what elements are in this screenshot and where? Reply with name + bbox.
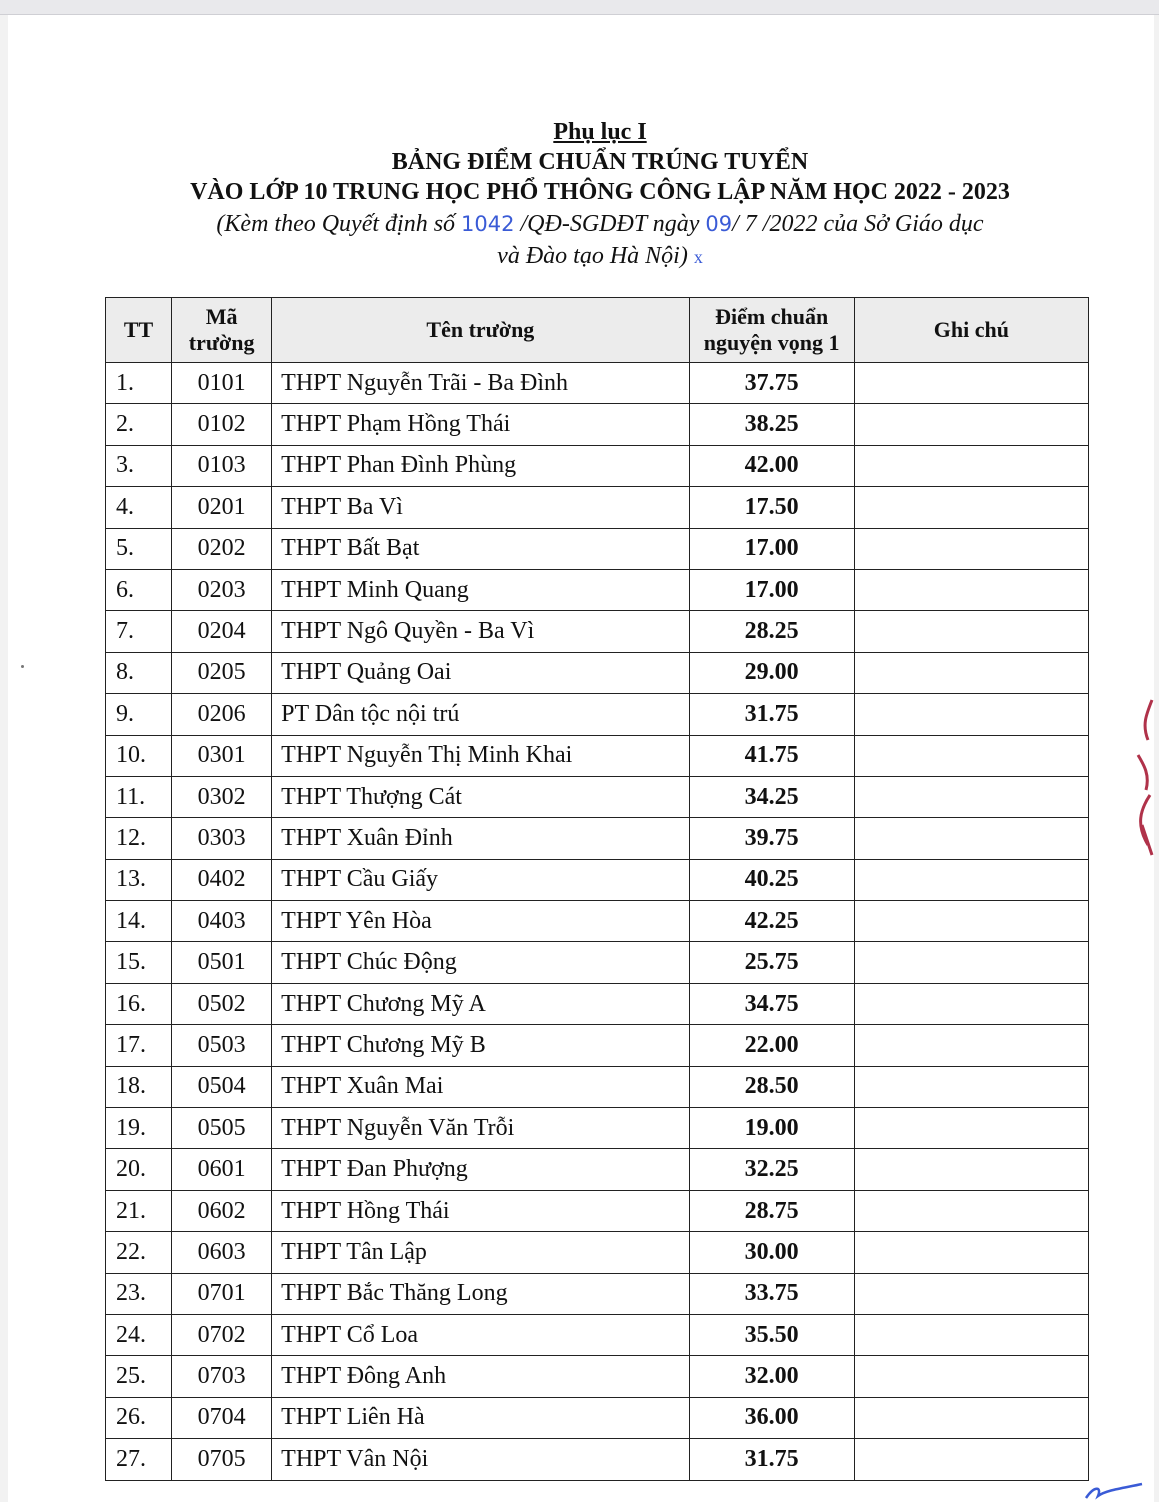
table-row [106, 611, 1089, 652]
cutoff-score: 17.50 [689, 487, 854, 528]
school-name: THPT Xuân Đỉnh [272, 818, 689, 859]
school-code: 0101 [172, 363, 272, 404]
school-name: THPT Hồng Thái [272, 1190, 689, 1231]
school-code: 0201 [172, 487, 272, 528]
school-code: 0303 [172, 818, 272, 859]
table-row [106, 1439, 1089, 1480]
notes [854, 1314, 1088, 1355]
notes [854, 859, 1088, 900]
notes [854, 1149, 1088, 1190]
school-name: THPT Bắc Thăng Long [272, 1273, 689, 1314]
school-name: THPT Xuân Mai [272, 1066, 689, 1107]
subtitle-part-2: /QĐ-SGDĐT ngày [514, 211, 706, 237]
cutoff-score: 37.75 [689, 363, 854, 404]
row-number: 1. [106, 363, 172, 404]
cutoff-score: 31.75 [689, 1439, 854, 1480]
row-number: 25. [106, 1356, 172, 1397]
school-name: THPT Minh Quang [272, 569, 689, 610]
school-name: THPT Tân Lập [272, 1232, 689, 1273]
appendix-title: Phụ lục I [553, 119, 647, 145]
row-number: 6. [106, 569, 172, 610]
table-row [106, 1149, 1089, 1190]
school-code: 0502 [172, 983, 272, 1024]
table-row [106, 1232, 1089, 1273]
table-row [106, 983, 1089, 1024]
school-code: 0703 [172, 1356, 272, 1397]
school-name: THPT Thượng Cát [272, 776, 689, 817]
cutoff-score: 28.25 [689, 611, 854, 652]
notes [854, 1232, 1088, 1273]
header-school-name: Tên trường [272, 298, 689, 363]
row-number: 7. [106, 611, 172, 652]
table-row [106, 901, 1089, 942]
notes [854, 445, 1088, 486]
viewer-top-bar [0, 0, 1159, 15]
school-name: THPT Yên Hòa [272, 901, 689, 942]
cutoff-score: 22.00 [689, 1025, 854, 1066]
school-name: THPT Chương Mỹ B [272, 1025, 689, 1066]
header-notes: Ghi chú [854, 298, 1088, 363]
table-row [106, 694, 1089, 735]
row-number: 9. [106, 694, 172, 735]
cutoff-score: 32.25 [689, 1149, 854, 1190]
header-school-code-line-2: trường [188, 330, 255, 355]
school-name: THPT Nguyễn Văn Trỗi [272, 1108, 689, 1149]
row-number: 24. [106, 1314, 172, 1355]
document-title-line-1: BẢNG ĐIỂM CHUẨN TRÚNG TUYỂN [391, 149, 809, 175]
row-number: 21. [106, 1190, 172, 1231]
row-number: 26. [106, 1397, 172, 1438]
row-number: 27. [106, 1439, 172, 1480]
row-number: 10. [106, 735, 172, 776]
subtitle-part-1: (Kèm theo Quyết định số [216, 211, 462, 237]
row-number: 19. [106, 1108, 172, 1149]
school-code: 0402 [172, 859, 272, 900]
table-row [106, 776, 1089, 817]
notes [854, 1273, 1088, 1314]
school-name: THPT Cổ Loa [272, 1314, 689, 1355]
school-name: THPT Nguyễn Thị Minh Khai [272, 735, 689, 776]
notes [854, 983, 1088, 1024]
notes [854, 942, 1088, 983]
subtitle-line-2-text: và Đào tạo Hà Nội) [497, 243, 688, 269]
cutoff-score: 35.50 [689, 1314, 854, 1355]
row-number: 14. [106, 901, 172, 942]
notes [854, 1356, 1088, 1397]
school-code: 0204 [172, 611, 272, 652]
table-row [106, 1273, 1089, 1314]
cutoff-score: 28.50 [689, 1066, 854, 1107]
school-name: THPT Cầu Giấy [272, 859, 689, 900]
row-number: 11. [106, 776, 172, 817]
notes [854, 652, 1088, 693]
school-code: 0704 [172, 1397, 272, 1438]
scan-speck [21, 665, 24, 668]
admission-score-table [105, 297, 1089, 1481]
school-name: THPT Chương Mỹ A [272, 983, 689, 1024]
notes [854, 611, 1088, 652]
cutoff-score: 30.00 [689, 1232, 854, 1273]
handwritten-decision-number: 1042 [461, 212, 515, 236]
notes [854, 1025, 1088, 1066]
school-name: THPT Nguyễn Trãi - Ba Đình [272, 363, 689, 404]
notes [854, 694, 1088, 735]
notes [854, 1190, 1088, 1231]
red-seal-mark [1128, 695, 1154, 875]
school-code: 0206 [172, 694, 272, 735]
school-code: 0302 [172, 776, 272, 817]
notes [854, 735, 1088, 776]
cutoff-score: 40.25 [689, 859, 854, 900]
school-name: THPT Liên Hà [272, 1397, 689, 1438]
school-name: THPT Đông Anh [272, 1356, 689, 1397]
row-number: 20. [106, 1149, 172, 1190]
row-number: 12. [106, 818, 172, 859]
notes [854, 818, 1088, 859]
table-row [106, 859, 1089, 900]
table-row [106, 445, 1089, 486]
row-number: 5. [106, 528, 172, 569]
notes [854, 776, 1088, 817]
table-row [106, 652, 1089, 693]
table-row [106, 487, 1089, 528]
school-name: THPT Đan Phượng [272, 1149, 689, 1190]
cutoff-score: 29.00 [689, 652, 854, 693]
header-tt: TT [106, 298, 172, 363]
row-number: 22. [106, 1232, 172, 1273]
table-row [106, 1397, 1089, 1438]
cutoff-score: 41.75 [689, 735, 854, 776]
row-number: 23. [106, 1273, 172, 1314]
school-code: 0504 [172, 1066, 272, 1107]
school-code: 0301 [172, 735, 272, 776]
table-row [106, 818, 1089, 859]
school-code: 0103 [172, 445, 272, 486]
row-number: 13. [106, 859, 172, 900]
school-code: 0102 [172, 404, 272, 445]
cutoff-score: 33.75 [689, 1273, 854, 1314]
school-name: THPT Chúc Động [272, 942, 689, 983]
table-row [106, 735, 1089, 776]
document-page [8, 15, 1154, 1502]
cutoff-score: 34.25 [689, 776, 854, 817]
cutoff-score: 31.75 [689, 694, 854, 735]
table-row [106, 569, 1089, 610]
notes [854, 487, 1088, 528]
cutoff-score: 19.00 [689, 1108, 854, 1149]
cutoff-score: 36.00 [689, 1397, 854, 1438]
header-school-code [172, 298, 272, 363]
document-subtitle-line-1 [8, 211, 1159, 238]
school-code: 0501 [172, 942, 272, 983]
notes [854, 1108, 1088, 1149]
table-row [106, 1356, 1089, 1397]
notes [854, 1439, 1088, 1480]
table-header-row [106, 298, 1089, 363]
row-number: 2. [106, 404, 172, 445]
school-code: 0505 [172, 1108, 272, 1149]
notes [854, 1397, 1088, 1438]
cutoff-score: 32.00 [689, 1356, 854, 1397]
cutoff-score: 25.75 [689, 942, 854, 983]
school-name: THPT Quảng Oai [272, 652, 689, 693]
school-name: THPT Bất Bạt [272, 528, 689, 569]
table-row [106, 1108, 1089, 1149]
table-row [106, 363, 1089, 404]
school-code: 0702 [172, 1314, 272, 1355]
row-number: 3. [106, 445, 172, 486]
school-code: 0403 [172, 901, 272, 942]
header-score-line-2: nguyện vọng 1 [703, 330, 840, 355]
table-row [106, 1190, 1089, 1231]
table-row [106, 1066, 1089, 1107]
cutoff-score: 28.75 [689, 1190, 854, 1231]
notes [854, 528, 1088, 569]
cutoff-score: 42.00 [689, 445, 854, 486]
table-row [106, 528, 1089, 569]
table-row [106, 942, 1089, 983]
school-code: 0202 [172, 528, 272, 569]
notes [854, 1066, 1088, 1107]
row-number: 8. [106, 652, 172, 693]
cutoff-score: 34.75 [689, 983, 854, 1024]
school-name: THPT Phạm Hồng Thái [272, 404, 689, 445]
school-name: THPT Vân Nội [272, 1439, 689, 1480]
row-number: 4. [106, 487, 172, 528]
row-number: 18. [106, 1066, 172, 1107]
table-row [106, 404, 1089, 445]
cutoff-score: 38.25 [689, 404, 854, 445]
row-number: 17. [106, 1025, 172, 1066]
notes [854, 901, 1088, 942]
school-name: THPT Phan Đình Phùng [272, 445, 689, 486]
school-code: 0601 [172, 1149, 272, 1190]
notes [854, 404, 1088, 445]
handwritten-day: 09 [705, 212, 733, 236]
cutoff-score: 17.00 [689, 569, 854, 610]
table-row [106, 1025, 1089, 1066]
header-school-code-line-1: Mã [205, 304, 238, 329]
cutoff-score: 42.25 [689, 901, 854, 942]
header-score-line-1: Điểm chuẩn [715, 304, 829, 329]
blue-signature-stroke [1084, 1480, 1144, 1502]
school-code: 0203 [172, 569, 272, 610]
school-code: 0701 [172, 1273, 272, 1314]
school-name: THPT Ngô Quyền - Ba Vì [272, 611, 689, 652]
header-score [689, 298, 854, 363]
school-name: PT Dân tộc nội trú [272, 694, 689, 735]
table-row [106, 1314, 1089, 1355]
cutoff-score: 39.75 [689, 818, 854, 859]
row-number: 15. [106, 942, 172, 983]
school-name: THPT Ba Vì [272, 487, 689, 528]
notes [854, 363, 1088, 404]
subtitle-part-3: / 7 /2022 của Sở Giáo dục [732, 211, 984, 237]
school-code: 0205 [172, 652, 272, 693]
row-number: 16. [106, 983, 172, 1024]
cutoff-score: 17.00 [689, 528, 854, 569]
document-subtitle-line-2 [8, 243, 1159, 270]
notes [854, 569, 1088, 610]
document-title-line-2: VÀO LỚP 10 TRUNG HỌC PHỔ THÔNG CÔNG LẬP NĂM HỌC 2022 - 2023 [190, 179, 1010, 205]
school-code: 0602 [172, 1190, 272, 1231]
school-code: 0705 [172, 1439, 272, 1480]
handwritten-tick-mark: x [693, 247, 703, 267]
school-code: 0503 [172, 1025, 272, 1066]
school-code: 0603 [172, 1232, 272, 1273]
